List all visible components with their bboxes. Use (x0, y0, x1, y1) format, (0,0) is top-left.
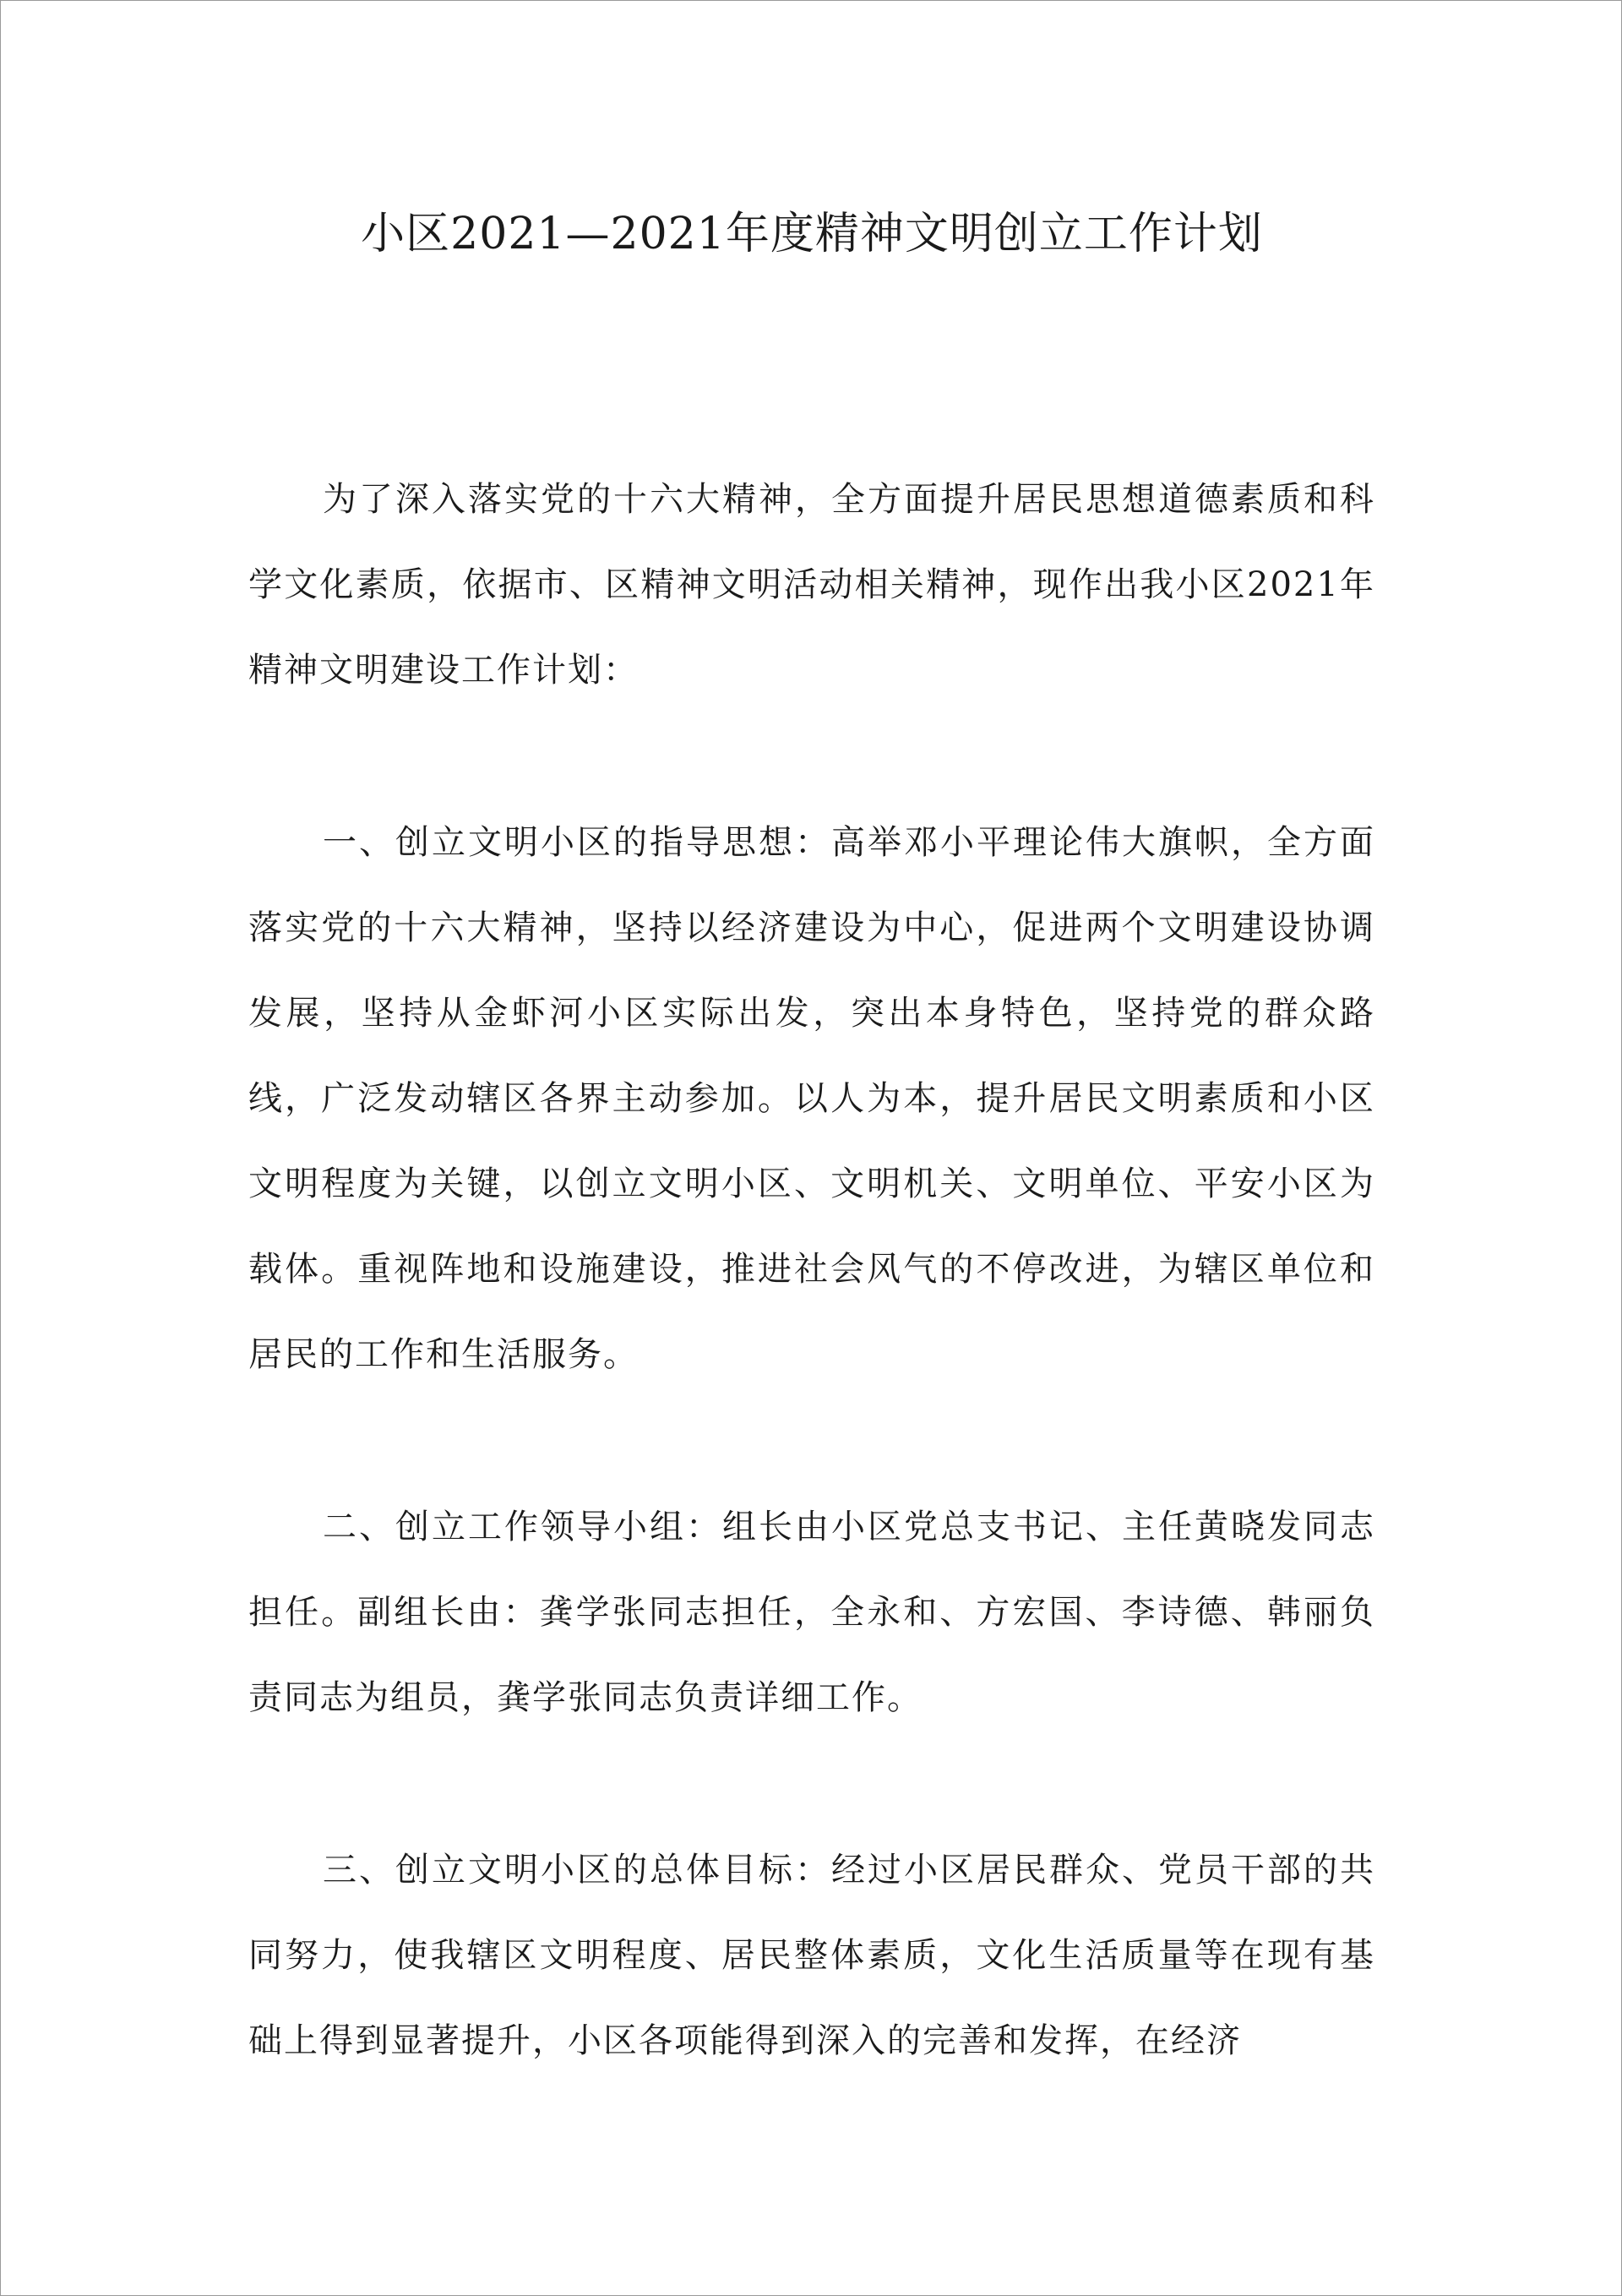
document-title: 小区2021—2021年度精神文明创立工作计划 (361, 209, 1263, 259)
paragraph-leadership-group: 二、创立工作领导小组：组长由小区党总支书记、主任黄晓发同志担任。副组长由：龚学张同志担任，全永和、方宏国、李诗德、韩丽负责同志为组员，龚学张同志负责详细工作。 (248, 1508, 1375, 1717)
document-body (248, 457, 1375, 2171)
paragraph-guiding-thought: 一、创立文明小区的指导思想：高举邓小平理论伟大旗帜，全方面落实党的十六大精神，坚持以经济建设为中心，促进两个文明建设协调发展，坚持从金虾河小区实际出发，突出本身特色，坚持党的群众路线，广泛发动辖区各界主动参加。以人为本，提升居民文明素质和小区文明程度为关键，以创立文明小区、文明机关、文明单位、平安小区为载体。重视阵地和设施建设，推进社会风气的不停改进，为辖区单位和居民的工作和生活服务。 (248, 823, 1375, 1374)
paragraph-overall-goal: 三、创立文明小区的总体目标：经过小区居民群众、党员干部的共同努力，使我辖区文明程度、居民整体素质，文化生活质量等在现有基础上得到显著提升，小区各项能得到深入的完善和发挥，在经济 (248, 1851, 1375, 2060)
paragraph-intro: 为了深入落实党的十六大精神，全方面提升居民思想道德素质和科学文化素质，依据市、区精神文明活动相关精神，现作出我小区2021年精神文明建设工作计划： (248, 480, 1375, 690)
